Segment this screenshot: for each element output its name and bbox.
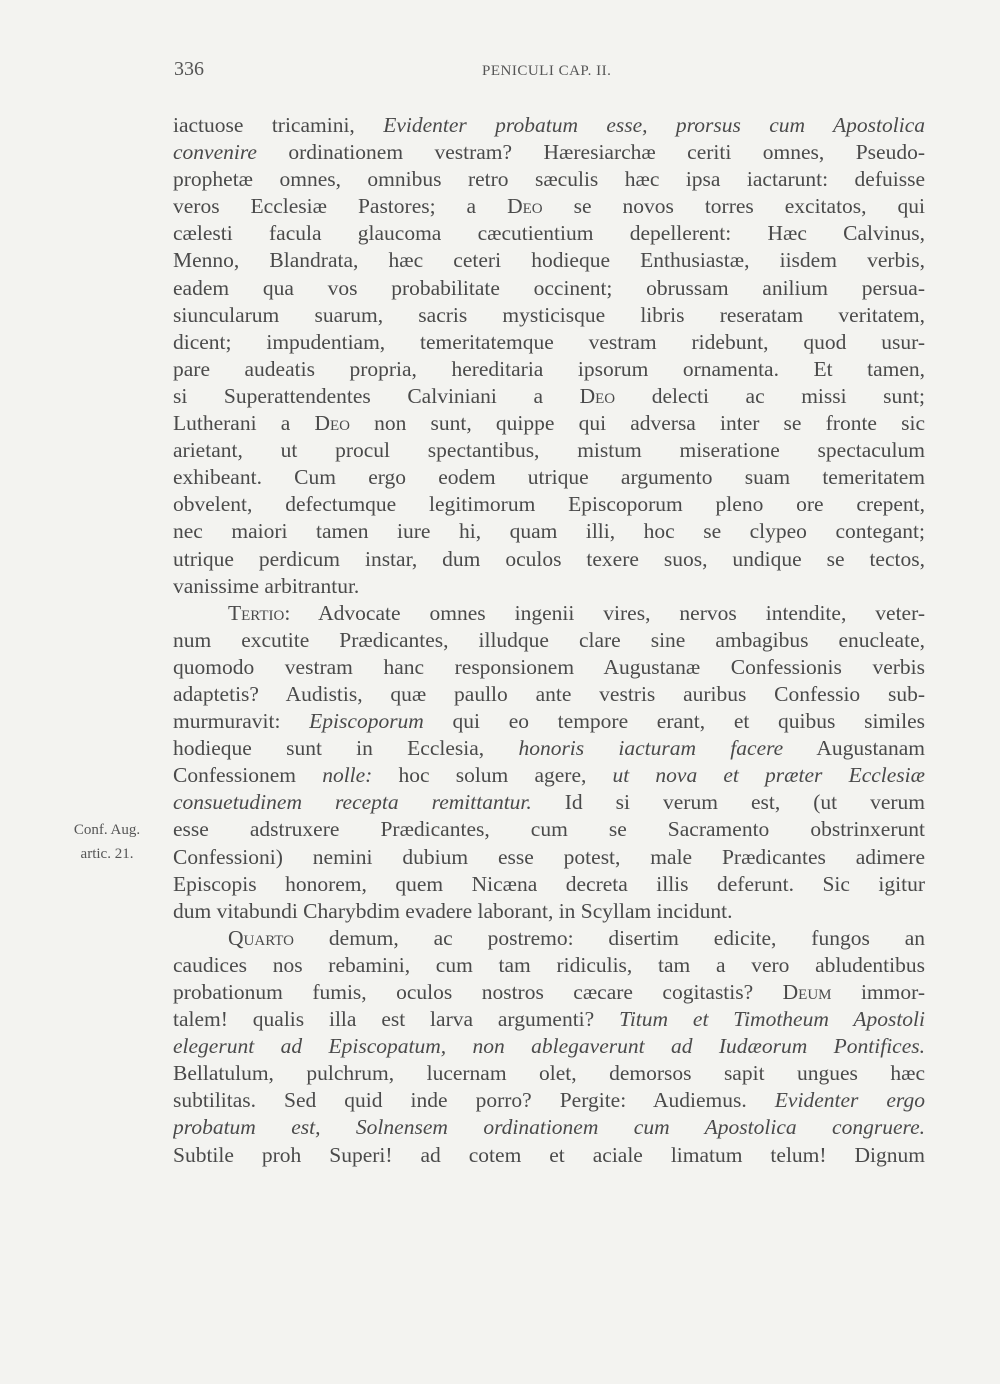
italic-text: Episcoporum — [309, 709, 424, 734]
text-segment: hodieque sunt in Ecclesia, — [173, 736, 519, 761]
small-caps-text: Deo — [579, 383, 616, 408]
text-segment: non sunt, quippe qui adversa inter se fronte sic — [349, 411, 925, 436]
text-segment: vanissime arbitrantur. — [173, 573, 360, 598]
text-segment: exhibeant. Cum ergo eodem utrique argumento suam temeritatem — [173, 465, 925, 490]
text-segment: iactuose tricamini, — [173, 113, 384, 137]
text-segment: subtilitas. Sed quid inde porro? Pergite: Audiemus. — [173, 1088, 775, 1113]
text-segment: caudices nos rebamini, cum tam ridiculis, tam a vero abludentibus — [173, 952, 925, 977]
small-caps-text: Quarto — [228, 925, 295, 950]
text-line — [173, 898, 925, 925]
text-line — [173, 573, 925, 600]
italic-text: Titum et Timotheum Apostoli — [619, 1007, 925, 1032]
text-segment: num excutite Prædicantes, illudque clare sine ambagibus enucleate, — [173, 627, 925, 652]
text-segment: utrique perdicum instar, dum oculos texere suos, undique se tectos, — [173, 546, 925, 571]
text-segment: arietant, ut procul spectantibus, mistum miseratione spectaculum — [173, 438, 925, 463]
text-segment: immor- — [831, 980, 925, 1004]
text-segment: qui eo tempore erant, et quibus similes — [423, 709, 925, 734]
text-segment: Id si verum est, (ut verum — [531, 790, 925, 815]
text-line — [173, 1142, 925, 1169]
margin-note-line: Conf. Aug. — [73, 822, 141, 838]
italic-text: consuetudinem recepta remittantur. — [173, 790, 532, 815]
text-segment: talem! qualis illa est larva argumenti? — [173, 1007, 620, 1032]
text-segment: Subtile proh Superi! ad cotem et aciale limatum telum! Dignum — [173, 1142, 925, 1167]
text-line — [173, 654, 925, 681]
text-line — [173, 302, 925, 329]
text-segment: Augustanam — [783, 736, 925, 761]
text-segment: Episcopis honorem, quem Nicæna decreta illis deferunt. Sic igitur — [173, 871, 925, 896]
text-segment: : Advocate omnes ingenii vires, nervos intendite, veter- — [284, 600, 925, 625]
text-segment: Confessionem — [173, 763, 323, 788]
text-line — [173, 1006, 925, 1033]
italic-text: elegerunt ad Episcopatum, non ablegaverunt ad Iudæorum Pontifices. — [173, 1034, 925, 1059]
text-segment: siuncularum suarum, sacris mysticisque libris reseratam veritatem, — [173, 302, 925, 327]
margin-note — [62, 818, 152, 866]
text-line — [173, 844, 925, 871]
text-line — [173, 1033, 925, 1060]
small-caps-text: Deo — [314, 411, 350, 436]
text-line — [173, 1114, 925, 1141]
text-line — [173, 1060, 925, 1087]
text-segment: probationum fumis, oculos nostros cæcare cogitastis? — [173, 980, 783, 1004]
italic-text: honoris iacturam facere — [518, 736, 784, 761]
italic-text: probatum est, Solnensem ordinationem cum Apostolica congruere. — [173, 1115, 925, 1140]
text-segment: prophetæ omnes, omnibus retro sæculis hæc ipsa iactarunt: defuisse — [173, 167, 925, 192]
text-segment: esse adstruxere Prædicantes, cum se Sacramento obstrinxerunt — [173, 817, 925, 842]
text-line — [173, 546, 925, 573]
body-text — [173, 112, 925, 1169]
text-line — [173, 600, 925, 627]
text-line — [173, 139, 925, 166]
text-segment: obvelent, defectumque legitimorum Episcoporum pleno ore crepent, — [173, 492, 925, 517]
text-segment: hoc solum agere, — [372, 763, 613, 788]
text-line — [173, 627, 925, 654]
text-segment: ordinationem vestram? Hæresiarchæ ceriti omnes, Pseudo- — [256, 140, 925, 165]
text-line — [173, 193, 925, 220]
text-line — [173, 356, 925, 383]
text-segment: pare audeatis propria, hereditaria ipsorum ornamenta. Et tamen, — [173, 356, 925, 381]
text-line — [173, 464, 925, 491]
text-segment: Confessioni) nemini dubium esse potest, male Prædicantes adimere — [173, 844, 925, 869]
text-line — [173, 220, 925, 247]
page-number: 336 — [174, 58, 204, 80]
margin-note-line: artic. 21. — [80, 846, 134, 862]
text-segment: Lutherani a — [173, 411, 315, 436]
italic-text: convenire — [173, 140, 257, 165]
text-line — [173, 681, 925, 708]
text-segment: quomodo vestram hanc responsionem Augustanæ Confessionis verbis — [173, 654, 925, 679]
text-segment: Bellatulum, pulchrum, lucernam olet, demorsos sapit ungues hæc — [173, 1061, 925, 1086]
text-line — [173, 1087, 925, 1114]
text-line — [173, 925, 925, 952]
text-line — [173, 735, 925, 762]
text-segment: adaptetis? Audistis, quæ paullo ante vestris auribus Confessio sub- — [173, 681, 925, 706]
text-segment: dum vitabundi Charybdim evadere laborant, in Scyllam incidunt. — [173, 898, 733, 923]
small-caps-text: Deum — [782, 980, 832, 1004]
text-line — [173, 952, 925, 979]
italic-text: nolle: — [322, 763, 373, 788]
text-line — [173, 329, 925, 356]
text-segment: murmuravit: — [173, 709, 310, 734]
text-line — [173, 275, 925, 302]
text-segment: Menno, Blandrata, hæc ceteri hodieque Enthusiastæ, iisdem verbis, — [173, 248, 925, 273]
text-line — [173, 871, 925, 898]
small-caps-text: Tertio — [228, 600, 285, 625]
text-line — [173, 518, 925, 545]
text-segment: eadem qua vos probabilitate occinent; obrussam anilium persua- — [173, 275, 925, 300]
text-line — [173, 491, 925, 518]
text-line — [173, 112, 925, 139]
text-segment: si Superattendentes Calviniani a — [173, 383, 580, 408]
italic-text: Evidenter ergo — [774, 1088, 925, 1113]
text-line — [173, 437, 925, 464]
text-line — [173, 383, 925, 410]
text-line — [173, 708, 925, 735]
text-segment: delecti ac missi sunt; — [615, 383, 925, 408]
text-line — [173, 816, 925, 843]
running-head: PENICULI CAP. II. — [482, 63, 612, 79]
text-segment: veros Ecclesiæ Pastores; a — [173, 194, 508, 219]
text-line — [173, 247, 925, 274]
text-line — [173, 410, 925, 437]
text-segment: se novos torres excitatos, qui — [542, 194, 925, 219]
italic-text: Evidenter probatum esse, prorsus cum Apostolica — [383, 113, 925, 137]
text-segment: cælesti facula glaucoma cæcutientium depellerent: Hæc Calvinus, — [173, 221, 925, 246]
text-line — [173, 979, 925, 1006]
italic-text: ut nova et præter Ecclesiæ — [612, 763, 925, 788]
text-line — [173, 762, 925, 789]
text-segment: dicent; impudentiam, temeritatemque vestram ridebunt, quod usur- — [173, 329, 925, 354]
text-segment: demum, ac postremo: disertim edicite, fungos an — [294, 925, 925, 950]
text-segment: nec maiori tamen iure hi, quam illi, hoc se clypeo contegant; — [173, 519, 925, 544]
small-caps-text: Deo — [507, 194, 543, 219]
text-line — [173, 789, 925, 816]
text-line — [173, 166, 925, 193]
